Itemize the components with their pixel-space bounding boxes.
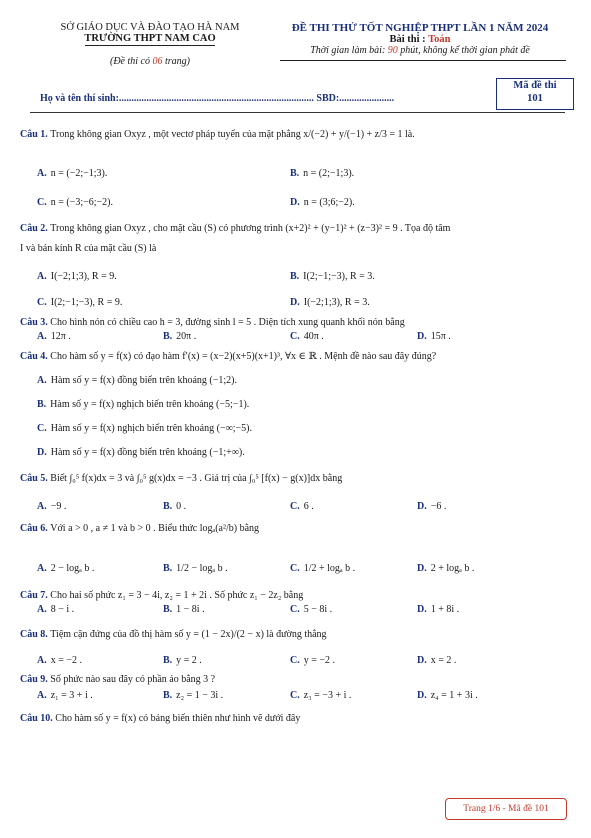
answer-option-a xyxy=(37,603,74,616)
answer-option-b xyxy=(290,270,375,283)
answer-option-a xyxy=(37,689,93,702)
question-7 xyxy=(20,589,575,602)
option-text: n = (−2;−1;3). xyxy=(50,168,108,179)
school-underline xyxy=(85,45,215,46)
option-letter: B. xyxy=(37,399,47,410)
option-letter: A. xyxy=(37,168,47,179)
answer-option-c xyxy=(290,562,355,575)
answer-option-a xyxy=(37,654,82,667)
option-text: x = 2 . xyxy=(430,655,457,666)
answer-option-d xyxy=(290,296,370,309)
question-number: Câu 1. xyxy=(20,129,51,140)
question-text: Trong không gian Oxyz , một vectơ pháp tuyến của mặt phẳng x/(−2) + y/(−1) + z/3 = 1 là. xyxy=(50,129,415,140)
time-underline xyxy=(280,60,566,61)
answer-option-d xyxy=(417,689,478,702)
option-letter: B. xyxy=(163,331,173,342)
question-text: Cho hàm số y = f(x) có bảng biến thiên như hình vẽ dưới đây xyxy=(55,713,301,724)
option-text: Hàm số y = f(x) nghịch biến trên khoảng (−∞;−5). xyxy=(50,423,252,434)
question-text-continued: I và bán kính R của mặt cầu (S) là xyxy=(20,243,157,254)
answer-option-c xyxy=(290,689,351,702)
option-text: 8 − i . xyxy=(50,604,75,615)
option-text: z₄ = 1 + 3i . xyxy=(430,690,478,701)
question-5 xyxy=(20,472,575,485)
question-9 xyxy=(20,673,575,686)
header-left xyxy=(30,22,270,67)
answer-option-c xyxy=(290,654,335,667)
option-text: 1/2 − logₐ b . xyxy=(176,563,228,574)
answer-option-b xyxy=(163,689,223,702)
option-text: −9 . xyxy=(50,501,67,512)
option-text: y = 2 . xyxy=(176,655,202,666)
answer-option-a xyxy=(37,270,117,283)
question-6 xyxy=(20,522,575,535)
option-text: 1/2 + logₐ b . xyxy=(303,563,356,574)
question-number: Câu 7. xyxy=(20,590,51,601)
option-text: z₃ = −3 + i . xyxy=(303,690,352,701)
answer-option-b xyxy=(290,167,354,180)
option-text: I(2;−1;−3), R = 9. xyxy=(50,297,123,308)
answer-option-c xyxy=(290,330,324,343)
answer-option-d xyxy=(290,196,355,209)
option-text: 2 − logₐ b . xyxy=(50,563,95,574)
option-text: 2 + logₐ b . xyxy=(430,563,475,574)
option-letter: D. xyxy=(417,655,427,666)
answer-option-a xyxy=(37,562,94,575)
option-letter: B. xyxy=(290,271,300,282)
time-line: Thời gian làm bài: 90 phút, không kể thời gian phát đề xyxy=(310,45,530,56)
question-number: Câu 9. xyxy=(20,674,51,685)
answer-option-a xyxy=(37,374,237,387)
exam-code: 101 xyxy=(527,93,543,104)
option-letter: C. xyxy=(290,331,300,342)
question-text: Với a > 0 , a ≠ 1 và b > 0 . Biểu thức logₐ(a²/b) bằng xyxy=(50,523,260,534)
option-letter: B. xyxy=(163,655,173,666)
answer-option-b xyxy=(163,500,186,513)
department-name: SỞ GIÁO DỤC VÀ ĐÀO TẠO HÀ NAM xyxy=(60,22,240,33)
page-count-note: (Đề thi có 06 trang) xyxy=(110,56,190,67)
question-8 xyxy=(20,628,575,641)
option-letter: A. xyxy=(37,375,47,386)
answer-option-c xyxy=(37,422,252,435)
option-letter: A. xyxy=(37,501,47,512)
question-3 xyxy=(20,316,575,329)
question-number: Câu 5. xyxy=(20,473,51,484)
option-letter: B. xyxy=(290,168,300,179)
option-letter: B. xyxy=(163,690,173,701)
question-number: Câu 6. xyxy=(20,523,51,534)
answer-option-b xyxy=(163,603,205,616)
option-text: 1 + 8i . xyxy=(430,604,460,615)
option-text: 12π . xyxy=(50,331,71,342)
option-letter: D. xyxy=(417,604,427,615)
answer-option-d xyxy=(417,654,456,667)
option-text: 20π . xyxy=(176,331,197,342)
option-letter: C. xyxy=(290,655,300,666)
option-letter: C. xyxy=(290,501,300,512)
header-right xyxy=(270,22,570,61)
option-text: Hàm số y = f(x) đồng biến trên khoảng (−1;+∞). xyxy=(50,447,245,458)
answer-option-b xyxy=(163,330,196,343)
option-text: 5 − 8i . xyxy=(303,604,333,615)
option-text: x = −2 . xyxy=(50,655,83,666)
question-text: Trong không gian Oxyz , cho mặt cầu (S) có phương trình (x+2)² + (y−1)² + (z−3)² = 9 . Tọa độ tâm xyxy=(50,223,451,234)
option-letter: A. xyxy=(37,331,47,342)
option-text: 15π . xyxy=(430,331,451,342)
option-text: −6 . xyxy=(430,501,447,512)
answer-option-c xyxy=(37,296,122,309)
option-letter: D. xyxy=(290,297,300,308)
school-name: TRƯỜNG THPT NAM CAO xyxy=(84,33,216,44)
answer-option-a xyxy=(37,330,71,343)
option-letter: D. xyxy=(417,331,427,342)
page-footer: Trang 1/6 - Mã đề 101 xyxy=(445,798,567,820)
option-text: n = (2;−1;3). xyxy=(303,168,355,179)
question-text: Số phức nào sau đây có phần ảo bằng 3 ? xyxy=(50,674,216,685)
question-text: Tiệm cận đứng của đồ thị hàm số y = (1 − 2x)/(2 − x) là đường thẳng xyxy=(50,629,327,640)
question-number: Câu 2. xyxy=(20,223,51,234)
option-letter: D. xyxy=(417,690,427,701)
answer-option-d xyxy=(417,603,459,616)
question-number: Câu 4. xyxy=(20,351,51,362)
option-letter: C. xyxy=(290,690,300,701)
option-letter: A. xyxy=(37,690,47,701)
option-text: n = (−3;−6;−2). xyxy=(50,197,114,208)
question-number: Câu 10. xyxy=(20,713,56,724)
option-letter: A. xyxy=(37,563,47,574)
question-number: Câu 8. xyxy=(20,629,51,640)
question-text: Cho hai số phức z₁ = 3 − 4i, z₂ = 1 + 2i . Số phức z₁ − 2z₂ bằng xyxy=(50,590,304,601)
option-letter: B. xyxy=(163,501,173,512)
option-letter: A. xyxy=(37,655,47,666)
answer-option-a xyxy=(37,500,66,513)
answer-option-d xyxy=(417,562,474,575)
option-text: Hàm số y = f(x) đồng biến trên khoảng (−1;2). xyxy=(50,375,237,386)
question-4 xyxy=(20,350,575,363)
question-1 xyxy=(20,128,575,141)
option-text: 1 − 8i . xyxy=(176,604,205,615)
option-letter: C. xyxy=(290,563,300,574)
option-letter: D. xyxy=(290,197,300,208)
question-text: Cho hàm số y = f(x) có đạo hàm f′(x) = (x−2)(x+5)(x+1)³, ∀x ∈ ℝ . Mệnh đề nào sau đây đúng? xyxy=(50,351,437,362)
option-letter: A. xyxy=(37,271,47,282)
question-text: Biết ∫₀⁵ f(x)dx = 3 và ∫₀⁵ g(x)dx = −3 . Giá trị của ∫₀⁵ [f(x) − g(x)]dx bằng xyxy=(50,473,343,484)
header-separator xyxy=(30,112,565,113)
subject-line: Bài thi : Toán xyxy=(389,34,451,45)
option-text: I(2;−1;−3), R = 3. xyxy=(303,271,375,282)
option-text: 40π . xyxy=(303,331,324,342)
option-text: 6 . xyxy=(303,501,314,512)
answer-option-c xyxy=(37,196,113,209)
exam-title: ĐỀ THI THỬ TỐT NGHIỆP THPT LẦN 1 NĂM 2024 xyxy=(291,22,549,34)
exam-code-label: Mã đề thi xyxy=(513,80,557,91)
exam-code-box xyxy=(496,78,574,110)
answer-option-b xyxy=(163,562,228,575)
question-text: Cho hình nón có chiều cao h = 3, đường sinh l = 5 . Diện tích xung quanh khối nón bằng xyxy=(50,317,405,328)
answer-option-d xyxy=(37,446,245,459)
answer-option-d xyxy=(417,500,446,513)
answer-option-c xyxy=(290,500,314,513)
option-letter: C. xyxy=(37,197,47,208)
option-letter: B. xyxy=(163,604,173,615)
answer-option-c xyxy=(290,603,332,616)
option-text: y = −2 . xyxy=(303,655,336,666)
option-text: I(−2;1;3), R = 9. xyxy=(50,271,117,282)
answer-option-b xyxy=(37,398,249,411)
question-2 xyxy=(20,222,575,235)
answer-option-d xyxy=(417,330,451,343)
option-text: Hàm số y = f(x) nghịch biến trên khoảng (−5;−1). xyxy=(50,399,250,410)
option-letter: C. xyxy=(37,297,47,308)
question-number: Câu 3. xyxy=(20,317,51,328)
option-text: z₂ = 1 − 3i . xyxy=(176,690,224,701)
option-letter: D. xyxy=(417,501,427,512)
option-letter: C. xyxy=(37,423,47,434)
option-text: I(−2;1;3), R = 3. xyxy=(303,297,370,308)
option-text: 0 . xyxy=(176,501,187,512)
answer-option-b xyxy=(163,654,202,667)
option-letter: A. xyxy=(37,604,47,615)
option-letter: C. xyxy=(290,604,300,615)
option-text: n = (3;6;−2). xyxy=(303,197,355,208)
option-letter: D. xyxy=(417,563,427,574)
question-10 xyxy=(20,712,575,725)
option-letter: B. xyxy=(163,563,173,574)
option-text: z₁ = 3 + i . xyxy=(50,690,93,701)
option-letter: D. xyxy=(37,447,47,458)
answer-option-a xyxy=(37,167,107,180)
candidate-info-line: Họ và tên thí sinh:.............................................................................. SBD:...................... xyxy=(40,93,395,104)
